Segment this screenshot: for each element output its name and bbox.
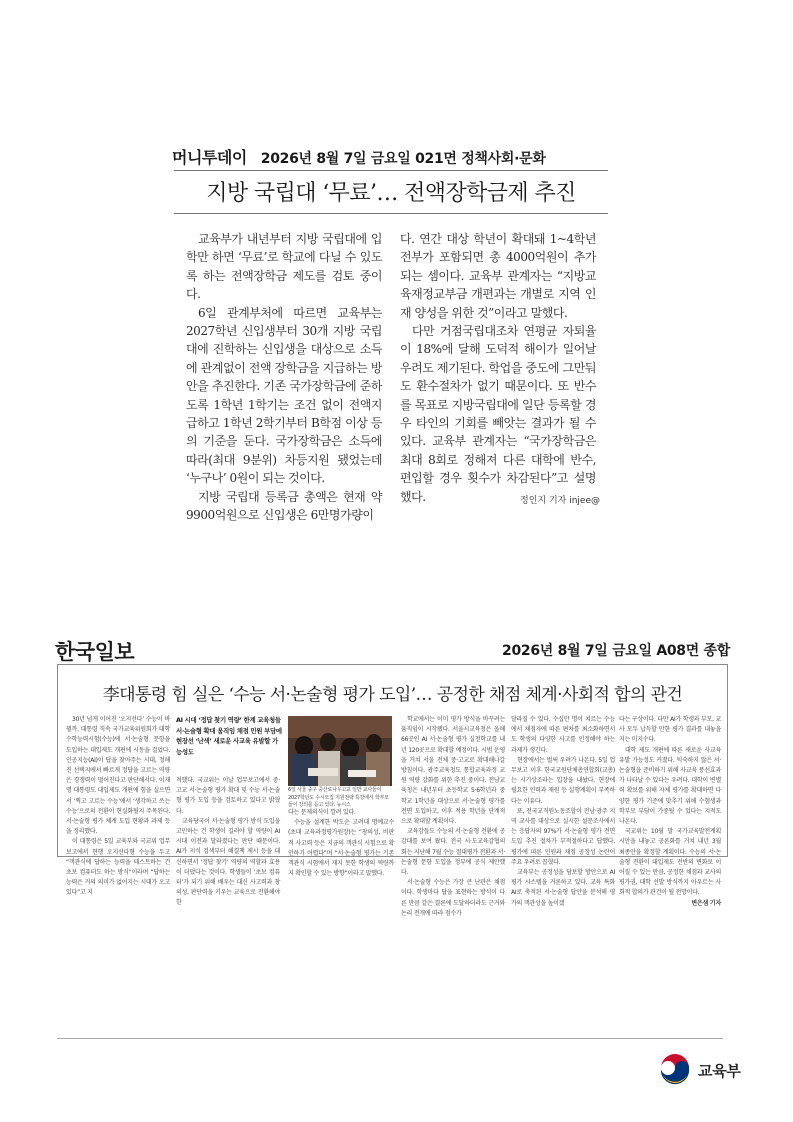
article2-column-4 (401, 715, 505, 917)
article1-column-1 (186, 230, 382, 523)
divider (174, 170, 608, 171)
byline: 정인지 기자 injee@ (520, 496, 600, 506)
paragraph: 교육부는 공정성을 담보할 방안으로 AI 평가 시스템을 거론하고 있다. 교육 특화 AI로 축적된 서·논술형 답안을 분석해 평가의 객관성을 높이겠 (511, 869, 615, 907)
paragraph: 학교에서는 이미 평가 방식을 바꾸려는 움직임이 시작됐다. 서울시교육청은 올해 66곳인 AI 서·논술형 평가 실천학교를 내년 120곳으로 확대할 예정이다. 시범 운영을 거쳐 서울 전체 중·고교로 확대해나갈 방침이다. 광주교육청도 통합교육과정 교원 역량 강화를 위한 추진 중이다. 전남교육청은 내년부터 초등학교 5·6학년과 중학교 1학년을 대상으로 서·논술형 평가를 전면 도입하고, 이후 적용 학년을 단계적으로 확대할 계획이다. (401, 716, 505, 826)
paragraph: 대학 제도 개편에 따른 새로운 사교육 유발 가능성도 커졌다. 익숙하지 않은 서·논술형을 준비하기 위해 사교육 풍선효과가 나타날 수 있다는 우려다. 대학이 변별력 확보를 위해 자체 평가를 확대하면 다양한 평가 기준에 맞추기 위해 수험생과 학부모 부담이 가중될 수 있다는 지적도 나온다. (619, 746, 721, 826)
newspaper-name: 머니투데이 (172, 148, 247, 167)
byline: 변은샘 기자 (691, 899, 721, 907)
article2-column-5 (511, 715, 615, 907)
paragraph: 6일 관계부처에 따르면 교육부는 2027학년 신입생부터 30개 지방 국립대에 진학하는 신입생을 대상으로 소득에 관계없이 전액 장학금을 지급하는 방안을 추진한다. 기존 국가장학금에 준하도록 1학년 1학기는 조건 없이 전액지급하고 1학년 2학기부터 B학점 이상 등의 기준을 둔다. 국가장학금은 소득에 따라(최대 9분위) 차등지원 됐었는데 ‘누구나’ 0원이 되는 것이다. (186, 305, 382, 486)
paragraph: 국교위는 10월 말 국가교육발전계획 시안을 내놓고 공론화를 거쳐 내년 3월 최종안을 확정할 계획이다. 수능의 서·논술형 전환이 대입제도 전반의 변화로 이어질 수 있는 만큼, 공정한 채점과 교사의 평가권, 대학 선발 방식까지 아우르는 사회적 합의가 관건이 될 전망이다. (619, 828, 721, 897)
paragraph: 교육당국이 서·논술형 평가 방식 도입을 고민하는 건 학생이 길러야 할 역량이 AI 시대 이전과 달라졌다는 판단 때문이다. AI가 지식 검색부터 해결책 제시 등을 대신하면서 ‘정답 찾기’ 역량의 역할과 효용이 더뎠다는 것이다. 학생들이 ‘초보 컴퓨터’가 되기 위해 배우는 대신 사고력과 창의성, 판단력을 키우는 교육으로 전환해야 한 (176, 817, 280, 907)
article2-column-2 (176, 776, 280, 907)
paragraph: 교육부가 내년부터 지방 국립대에 입학만 하면 ‘무료’로 학교에 다닐 수 있도록 하는 전액장학금 제도를 검토 중이다. (186, 232, 382, 302)
photo-caption: 6일 서울 중구 중산로나우고교 일반 교사들이 2027학년도 수시모집 지원전략 특강에서 학부모들이 강의를 듣고 있다. 뉴시스 (288, 787, 389, 808)
divider (174, 213, 608, 214)
ministry-name: 교육부 (698, 1061, 741, 1080)
taegeuk-emblem-icon (658, 1053, 692, 1087)
headline: 李대통령 힘 실은 ‘수능 서·논술형 평가 도입’… 공정한 채점 체계·사회적 합의 관건 (102, 685, 683, 705)
paragraph: 수능을 설계한 박도순 고려대 명예교수(초대 교육과정평가원장)는 “창의성, 비판적 사고력 등은 지금의 객관식 시험으로 확인하기 어렵다”며 “서·논술형 평가는 기존 객관식 시험에서 재지 못한 학생의 역량까지 확인할 수 있는 방향”이라고 말했다. (288, 819, 394, 878)
dateline: 2026년 8월 7일 금요일 A08면 종합 (502, 643, 730, 659)
news-photo (288, 716, 392, 786)
footer-divider (57, 1038, 723, 1039)
dateline: 2026년 8월 7일 금요일 021면 정책사회·문화 (260, 151, 546, 167)
subheadline: AI 시대 ‘정답 찾기 역량’ 한계 교육청들 서·논술형 확대 움직임 채점 민원 부담에 현장선 ‘난색’ 새로운 사교육 유발할 가능성도 (176, 716, 282, 756)
classroom-photo-image (288, 716, 392, 786)
article2-column-1 (66, 715, 170, 897)
paragraph: 적했다. 국교위는 이날 업무보고에서 중·고교 서·논술형 평가 확대 및 수능 서·논술형 평가 도입 등을 검토하고 있다고 밝혔다. (176, 777, 280, 815)
paragraph: 교육감들도 수능의 서·논술형 전환에 공감대를 보여 왔다. 전국 시·도교육감협의회는 지난해 7월 수능 절대평가 전환과 서·논술형 문항 도입을 정부에 공식 제안했다. (401, 828, 505, 877)
headline: 지방 국립대 ‘무료’… 전액장학금제 추진 (206, 181, 576, 206)
paragraph: 현장에서는 벌써 우려가 나온다. 5일 업무보고 이후 한국교원단체총연합회(교총)는 시기상조라는 입장을 내놨다. 현장에 필요한 인력과 재원 등 실행계획이 부족하다는 이유다. (511, 756, 615, 805)
paragraph: 서·논술형 수능은 가장 큰 난관은 채점이다. 학생마다 답을 표현하는 방식이 다른 만큼 같은 결론에 도달하더라도 근거와 논리 전개에 따라 점수가 (401, 879, 505, 917)
article2-column-6 (619, 715, 721, 907)
ministry-logo (658, 1053, 741, 1087)
paragraph: 30년 넘게 이어진 ‘오지선다’ 수능이 바뀔까. 대통령 직속 국가교육위원회가 대학수학능력시험(수능)에 서·논술형 문항을 도입하는 대입제도 개편에 시동을 걸었다. 인공지능(AI)이 답을 찾아주는 시대, 정해진 선택지에서 빠르게 정답을 고르는 역량은 경쟁력이 떨어진다고 판단해서다. 이재명 대통령도 대입제도 개편에 힘을 실으면서 ‘찍고 고르는 수능’에서 ‘생각하고 쓰는 수능’으로의 전환이 현실화될지 주목된다. 서·논술형 평가 체계 도입 현황과 과제 등을 정리했다. (66, 716, 170, 836)
article1-masthead (172, 146, 612, 168)
newspaper-name: 한국일보 (55, 640, 135, 664)
paragraph: 다만 거점국립대조차 연평균 자퇴율이 18%에 달해 도덕적 해이가 일어날 우려도 제기된다. 학업을 중도에 그만둬도 환수절차가 없기 때문이다. 또 반수를 목표로 지방국립대에 일단 등록할 경우 타인의 기회를 빼앗는 결과가 될 수 있다. 교육부 관계자는 “국가장학금은 최대 8회로 정해져 다른 대학에 반수, 편입할 경우 횟수가 차감된다”고 설명했다. (400, 324, 596, 504)
paragraph: 다. 연간 대상 학년이 확대돼 1~4학년 전부가 포함되면 총 4000억원이 추가되는 셈이다. 교육부 관계자는 “지방교육재정교부금 개편과는 개별로 지역 인재 양성을 위한 것”이라고 말했다. (400, 232, 596, 320)
article2-column-3 (288, 808, 394, 878)
paragraph: 지방 국립대 등록금 총액은 현재 약 9900억원으로 신입생은 6만명가량이 (186, 489, 382, 523)
paragraph: 또, 전국교직원노동조합이 전남·광주 지역 교사를 대상으로 실시한 설문조사에서는 응답자의 97%가 서·논술형 평가 전면 도입 추진 절차가 부적절하다고 답했다. 평가에 따른 민원과 채점 공정성 논란이 주요 우려로 꼽혔다. (511, 807, 615, 866)
paragraph: 이 대통령은 5일 교육부와 국교위 업무보고에서 현행 오지선다형 수능을 두고 “객관식에 답하는 능력을 테스트하는 건 초보 컴퓨터도 하는 방식”이라며 “답하는 능력은 거의 의미가 없어지는 시대가 오고 있다”고 지 (66, 838, 170, 897)
paragraph: 다는 구상이다. 다만 AI가 학생과 부모, 교사 모두 납득할 만한 평가 결과를 내놓을지는 미지수다. (619, 716, 721, 744)
paragraph: 다는 문제의식이 깔려 있다. (288, 809, 356, 816)
paragraph: 달라질 수 있다. 수십만 명이 치르는 수능에서 채점자에 따른 편차를 최소화하면서도 학생의 다양한 사고를 인정해야 하는 과제가 생긴다. (511, 716, 615, 754)
